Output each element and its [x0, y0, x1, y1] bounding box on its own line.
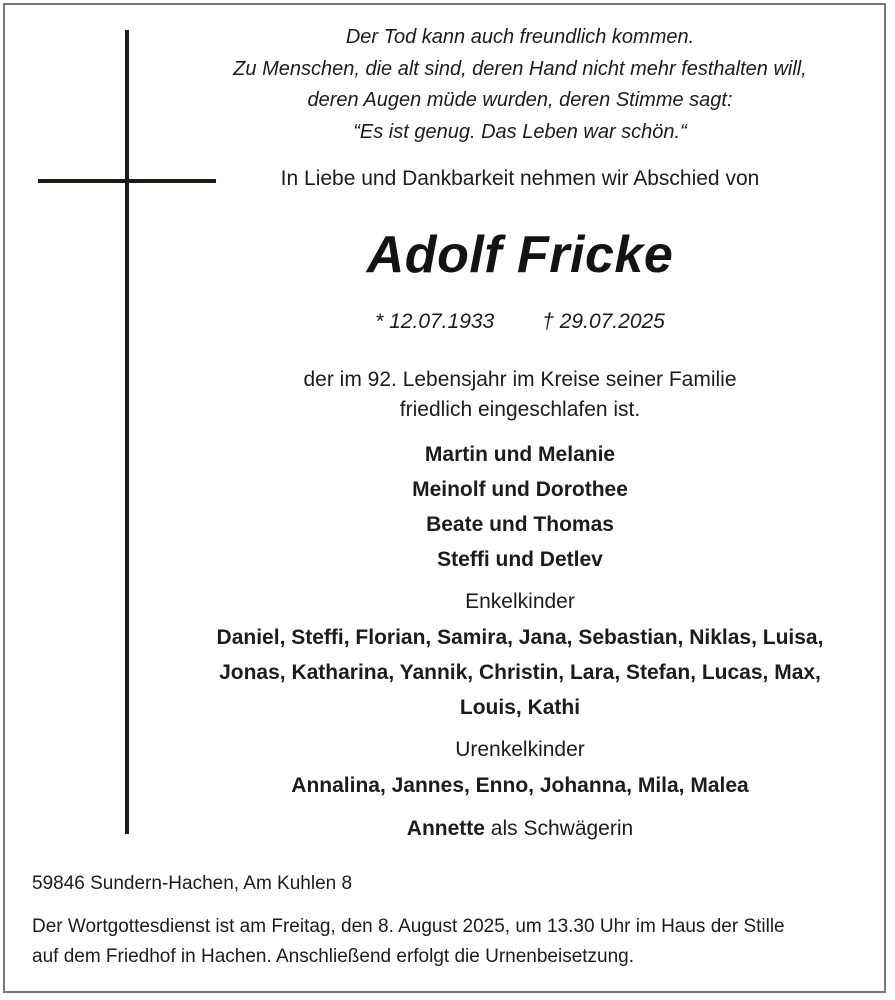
grandchildren-line: Louis, Kathi	[459, 696, 581, 719]
grandchildren-line: Jonas, Katharina, Yannik, Christin, Lara, Stefan, Lucas, Max,	[219, 661, 821, 684]
poem-line: deren Augen müde wurden, deren Stimme sagt:	[307, 89, 733, 111]
poem-line: Der Tod kann auch freundlich kommen.	[345, 26, 695, 48]
grandchildren-names	[180, 620, 860, 725]
family-address: 59846 Sundern-Hachen, Am Kuhlen 8	[32, 873, 353, 894]
grandchildren-line: Daniel, Steffi, Florian, Samira, Jana, Sebastian, Niklas, Luisa,	[216, 626, 824, 649]
intro-text: In Liebe und Dankbarkeit nehmen wir Abschied von	[280, 167, 760, 190]
grandchildren-heading: Enkelkinder	[465, 590, 575, 613]
description-line: friedlich eingeschlafen ist.	[399, 398, 641, 421]
children-item: Meinolf und Dorothee	[412, 478, 628, 501]
cross-vertical-bar	[125, 30, 129, 834]
service-line: auf dem Friedhof in Hachen. Anschließend erfolgt die Urnenbeisetzung.	[32, 946, 635, 967]
poem-line: Zu Menschen, die alt sind, deren Hand nicht mehr festhalten will,	[233, 57, 807, 80]
children-list	[180, 437, 860, 577]
children-item: Steffi und Detlev	[437, 548, 603, 571]
children-item: Martin und Melanie	[424, 443, 616, 466]
great-grandchildren-names: Annalina, Jannes, Enno, Johanna, Mila, Malea	[291, 774, 749, 797]
life-dates	[180, 305, 860, 339]
poem	[180, 22, 860, 148]
birth-date: * 12.07.1933	[375, 310, 495, 333]
deceased-name: Adolf Fricke	[366, 226, 674, 284]
death-date: † 29.07.2025	[542, 310, 665, 333]
sister-in-law-relation: als Schwägerin	[484, 817, 634, 840]
great-grandchildren-heading: Urenkelkinder	[455, 738, 585, 761]
sister-in-law-name: Annette	[406, 817, 485, 840]
description	[180, 365, 860, 425]
service-line: Der Wortgottesdienst ist am Freitag, den 8. August 2025, um 13.30 Uhr im Haus der Stille	[32, 916, 785, 937]
sister-in-law-line	[180, 814, 860, 844]
children-item: Beate und Thomas	[426, 513, 614, 536]
service-info	[32, 912, 785, 972]
poem-line: “Es ist genug. Das Leben war schön.“	[353, 120, 687, 143]
description-line: der im 92. Lebensjahr im Kreise seiner Familie	[303, 368, 737, 391]
